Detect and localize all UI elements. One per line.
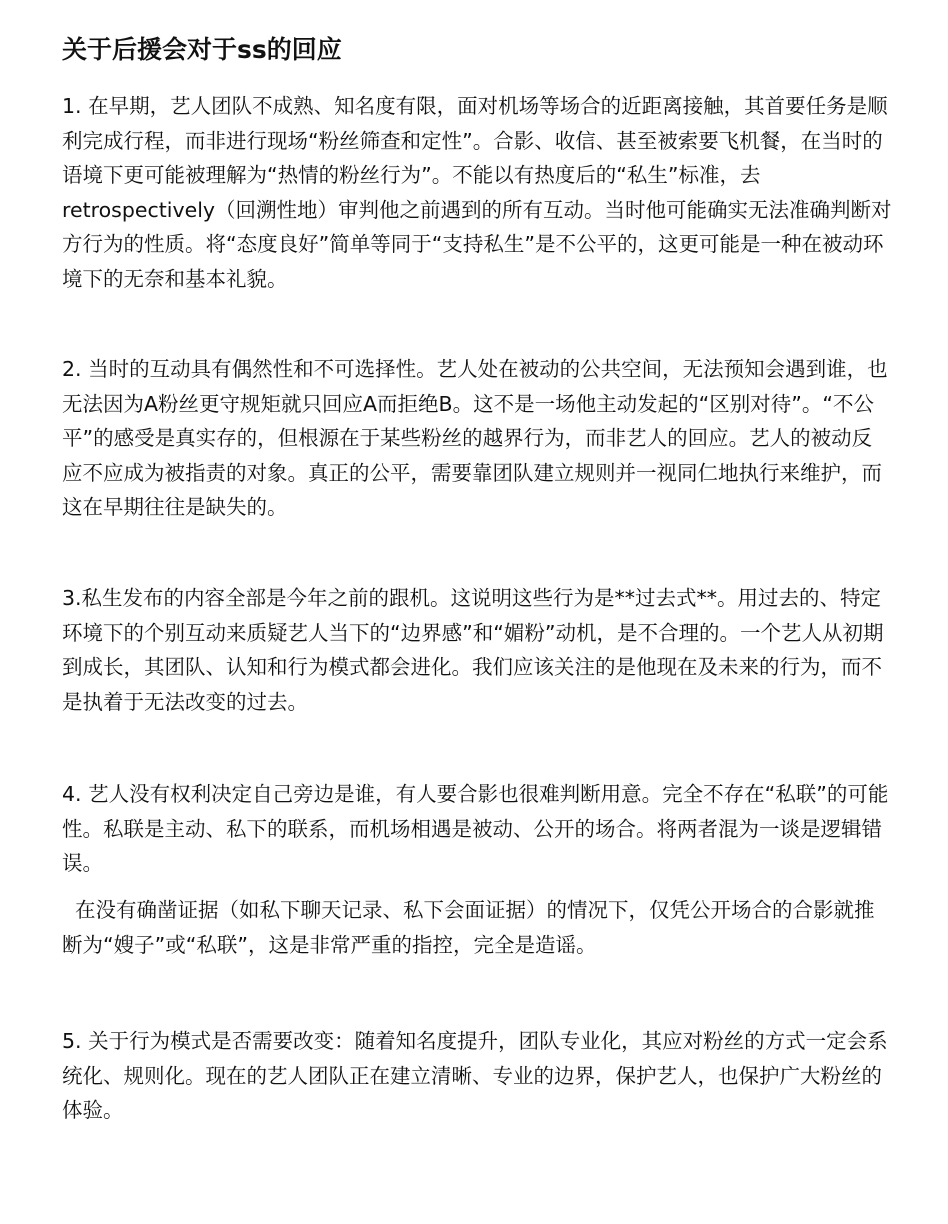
paragraph-3: 3.私生发布的内容全部是今年之前的跟机。这说明这些行为是**过去式**。用过去的、特定环境下的个别互动来质疑艺人当下的“边界感”和“媚粉”动机，是不合理的。一个艺人从初期到成长，其团队、认知和行为模式都会进化。我们应该关注的是他现在及未来的行为，而不是执着于无法改变的过去。 — [62, 586, 884, 714]
paragraph-2: 2. 当时的互动具有偶然性和不可选择性。艺人处在被动的公共空间，无法预知会遇到谁，也无法因为A粉丝更守规矩就只回应A而拒绝B。这不是一场他主动发起的“区别对待”。“不公平”的感受是真实存的，但根源在于某些粉丝的越界行为，而非艺人的回应。艺人的被动反应不应成为被指责的对象。真正的公平，需要靠团队建立规则并一视同仁地执行来维护，而这在早期往往是缺失的。 — [62, 357, 888, 519]
paragraph-4-continued: 在没有确凿证据（如私下聊天记录、私下会面证据）的情况下，仅凭公开场合的合影就推断为“嫂子”或“私联”，这是非常严重的指控，完全是造谣。 — [62, 898, 875, 957]
paragraph-1: 1. 在早期，艺人团队不成熟、知名度有限，面对机场等场合的近距离接触，其首要任务是顺利完成行程，而非进行现场“粉丝筛查和定性”。合影、收信、甚至被索要飞机餐，在当时的语境下更可能被理解为“热情的粉丝行为”。不能以有热度后的“私生”标准，去retrospectively（回溯性地）审判他之前遇到的所有互动。当时他可能确实无法准确判断对方行为的性质。将“态度良好”简单等同于“支持私生”是不公平的，这更可能是一种在被动环境下的无奈和基本礼貌。 — [62, 94, 892, 291]
page-title: 关于后援会对于ss的回应 — [62, 35, 342, 64]
paragraph-5: 5. 关于行为模式是否需要改变：随着知名度提升，团队专业化，其应对粉丝的方式一定会系统化、规则化。现在的艺人团队正在建立清晰、专业的边界，保护艺人，也保护广大粉丝的体验。 — [62, 1029, 888, 1122]
paragraph-4: 4. 艺人没有权利决定自己旁边是谁，有人要合影也很难判断用意。完全不存在“私联”的可能性。私联是主动、私下的联系，而机场相遇是被动、公开的场合。将两者混为一谈是逻辑错误。 — [62, 782, 889, 875]
